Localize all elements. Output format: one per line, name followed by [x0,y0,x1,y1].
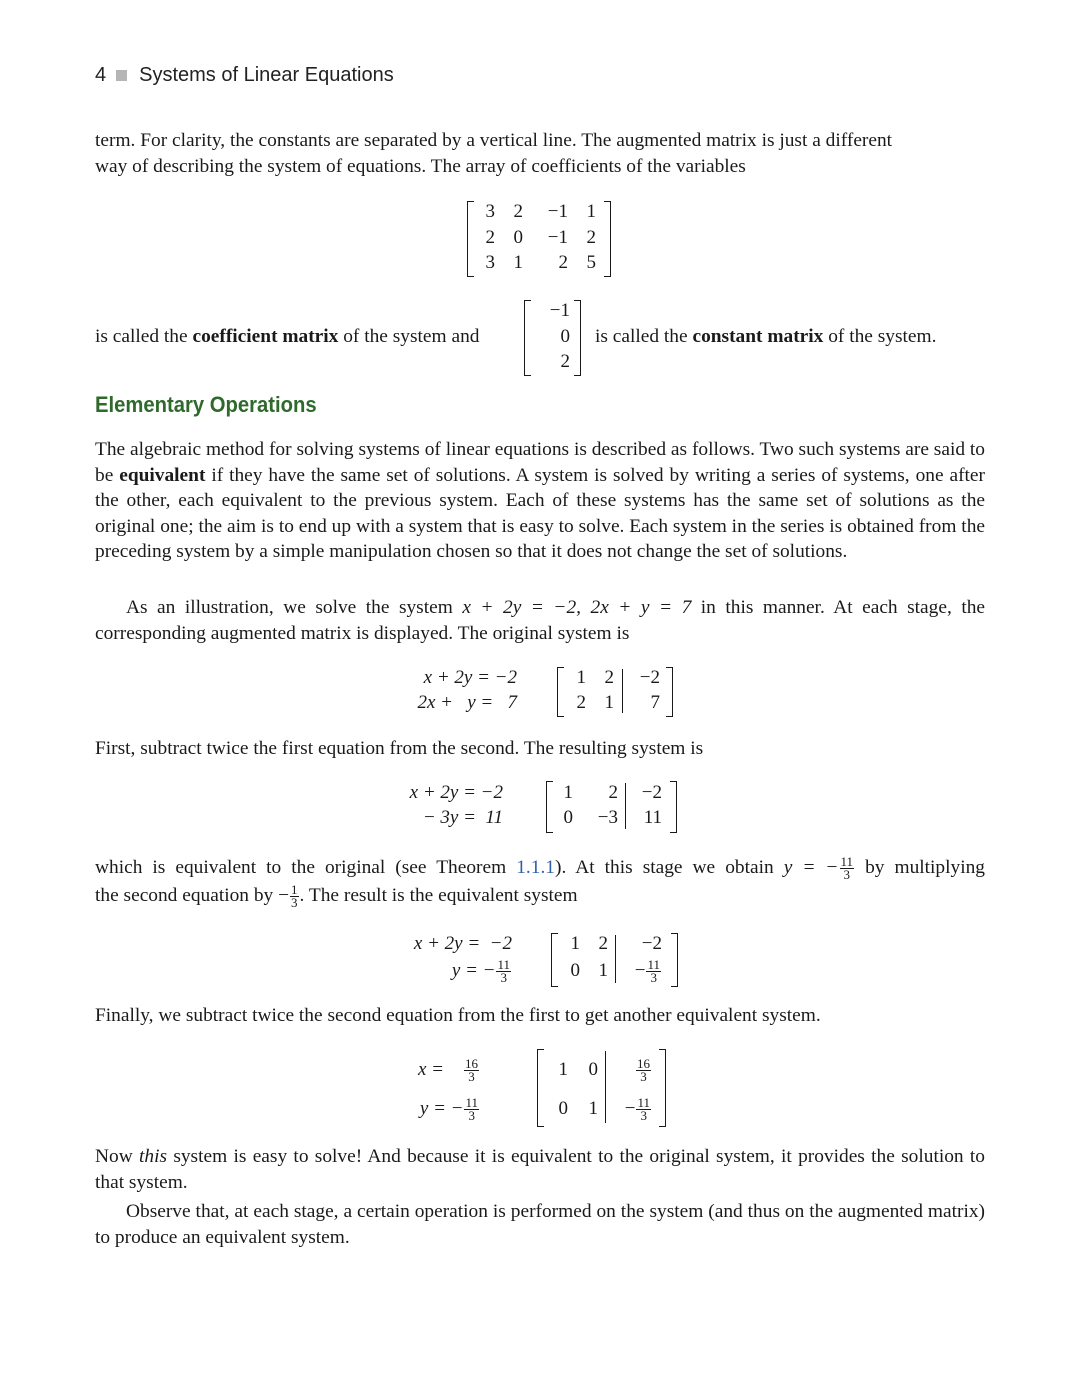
matrix-cell: 2 [608,782,618,803]
matrix-cell: 2 [598,933,608,954]
inline-system: x + 2y = −2, 2x + y = 7 [462,597,692,618]
equation: y = − $\frac{11}{3}$ [451,957,510,986]
right-bracket [666,667,673,717]
augment-line [615,935,616,983]
intro-line-2: way of describing the system of equations. The array of coefficients of the variables [95,156,746,177]
augment-line [622,669,623,713]
matrix-cell: 2 [513,201,523,222]
matrix-cell: 0 [558,1098,568,1119]
paragraph-equivalent: The algebraic method for solving systems of linear equations is described as follows. Two such systems are said to be equivalent if they have the same set of solutions. A system is solved by writing a series of systems, one after the other, each equivalent to the previous system. Each of these systems has the same set of solutions as the original one; the aim is to end up with a system that is easy to solve. Each system in the series is obtained from the preceding system by a simple manipulation chosen so that it does not change the set of solutions. [95,439,985,562]
left-bracket [557,667,564,717]
matrix-cell: 0 [513,227,523,248]
running-header [95,64,394,87]
step-multiply-line-2: the second equation by − $\frac{1}{3}$ . The result is the equivalent system [95,882,578,911]
constant-sentence-right: is called the constant matrix of the system. [595,326,937,347]
matrix-cell: 3 [485,201,495,222]
equation: y = − $\frac{11}{3}$ [419,1095,478,1124]
right-bracket [670,781,677,833]
right-bracket [574,300,581,376]
matrix-cell: −1 [547,227,568,248]
paragraph-observe: Observe that, at each stage, a certain operation is performed on the system (and thus on the augmented matrix) to produce an equivalent system. [95,1201,985,1248]
constant-sentence-left: is called the coefficient matrix of the system and [95,326,480,347]
term-coefficient-matrix: coefficient matrix [192,326,339,347]
matrix-cell: 1 [586,201,596,222]
matrix-cell: −2 [641,782,662,803]
left-bracket [524,300,531,376]
theorem-link[interactable]: 1.1.1 [516,857,555,878]
step-subtract-first: First, subtract twice the first equation from the second. The resulting system is [95,738,704,759]
matrix-cell: 1 [563,782,573,803]
matrix-cell: −3 [597,807,618,828]
left-bracket [551,933,558,987]
equation: 2x + y = 7 [417,692,517,713]
matrix-cell: 1 [558,1059,568,1080]
square-bullet-icon [116,70,127,81]
matrix-cell: −2 [641,933,662,954]
matrix-cell: 0 [560,326,570,347]
paragraph-easy-to-solve: Now this system is easy to solve! And because it is equivalent to the original system, it provides the solution to that system. [95,1146,985,1193]
paragraph-illustration: As an illustration, we solve the system x + 2y = −2, 2x + y = 7 in this manner. At each stage, the corresponding augmented matrix is displayed. The original system is [95,597,986,644]
intro-line-1: term. For clarity, the constants are separated by a vertical line. The augmented matrix is just a different [95,130,893,151]
matrix-cell: 2 [485,227,495,248]
equation: x = $\frac{16}{3}$ [417,1056,478,1085]
matrix-cell: 5 [586,252,596,273]
step-multiply-line-1: which is equivalent to the original (see Theorem 1.1.1). At this stage we obtain y = − $\frac{11}{3}$ by multiplying [95,854,985,883]
step-subtract-second: Finally, we subtract twice the second equation from the first to get another equivalent system. [95,1005,821,1026]
matrix-cell: 3 [485,252,495,273]
left-bracket [467,201,474,277]
term-constant-matrix: constant matrix [692,326,824,347]
matrix-cell: $\frac{16}{3}$ [637,1056,650,1085]
matrix-cell: 0 [570,960,580,981]
matrix-cell: −1 [549,300,570,321]
augment-line [605,1051,606,1123]
matrix-cell: 1 [604,692,614,713]
right-bracket [671,933,678,987]
matrix-cell: − $\frac{11}{3}$ [624,1095,650,1124]
matrix-cell: 2 [586,227,596,248]
matrix-cell: 7 [650,692,660,713]
matrix-cell: 2 [560,351,570,372]
equation: x + 2y = −2 [409,782,503,803]
matrix-cell: 0 [563,807,573,828]
emphasis-this: this [139,1146,168,1167]
matrix-cell: 1 [570,933,580,954]
matrix-cell: 1 [598,960,608,981]
matrix-cell: 1 [588,1098,598,1119]
matrix-cell: 2 [576,692,586,713]
equation: x + 2y = −2 [423,667,517,688]
matrix-cell: 2 [558,252,568,273]
equation: x + 2y = −2 [413,933,512,954]
page-number: 4 [95,64,107,86]
matrix-cell: − $\frac{11}{3}$ [634,957,660,986]
right-bracket [659,1049,666,1127]
augment-line [625,783,626,829]
matrix-cell: −2 [639,667,660,688]
matrix-cell: 2 [604,667,614,688]
equation: − 3y = 11 [422,807,503,828]
chapter-title: Systems of Linear Equations [139,64,394,86]
left-bracket [546,781,553,833]
matrix-cell: 1 [513,252,523,273]
right-bracket [604,201,611,277]
section-heading: Elementary Operations [95,392,317,417]
matrix-cell: 0 [588,1059,598,1080]
matrix-cell: −1 [547,201,568,222]
left-bracket [537,1049,544,1127]
term-equivalent: equivalent [119,464,206,486]
matrix-cell: 11 [643,807,662,828]
matrix-cell: 1 [576,667,586,688]
